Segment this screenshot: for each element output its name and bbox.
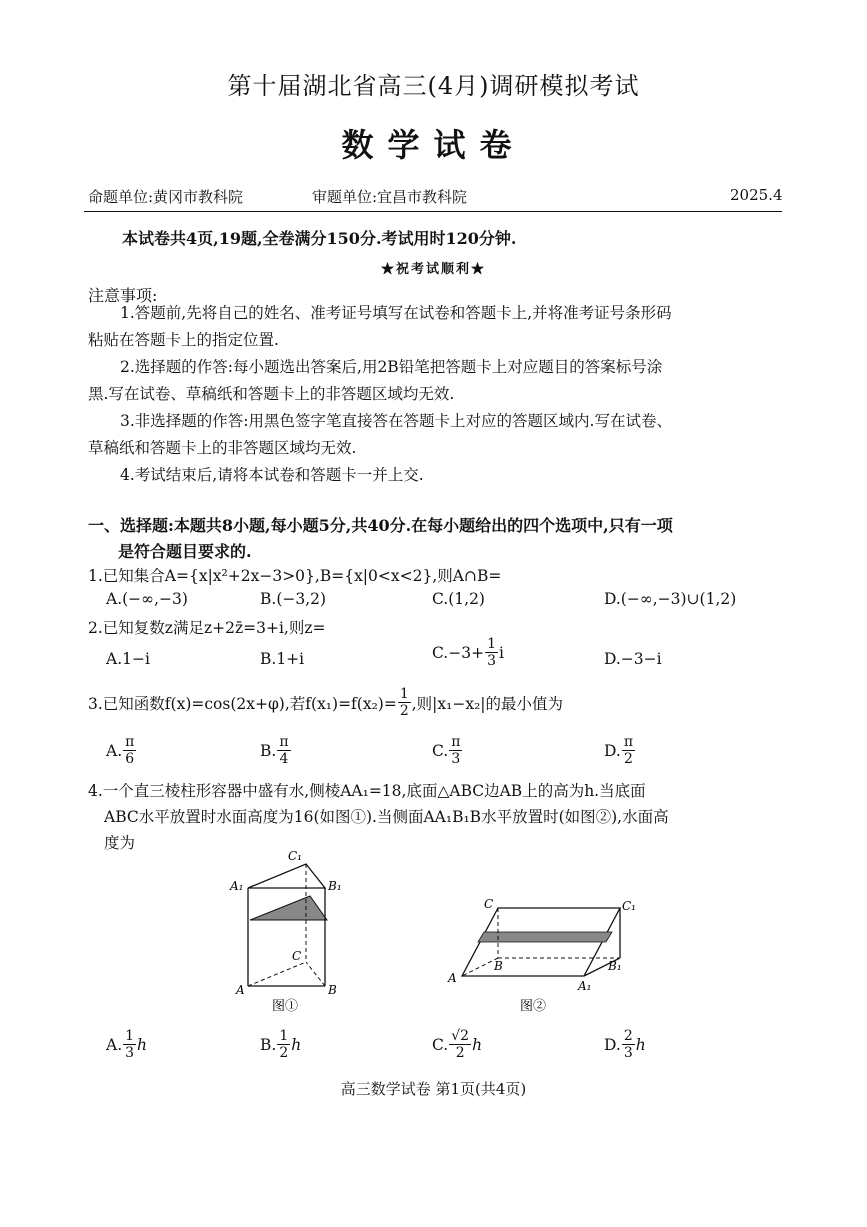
q1-option-b: B.(−3,2) (260, 590, 327, 608)
q1-option-c: C.(1,2) (432, 590, 485, 608)
fig1-label-a: A (236, 983, 245, 997)
q3-c-num: π (451, 734, 461, 750)
q3-d-num: π (623, 734, 634, 750)
q4-line-1: 4.一个直三棱柱形容器中盛有水,侧棱AA₁=18,底面△ABC边AB上的高为h.当底面 (88, 782, 646, 800)
q3-stem-a: 3.已知函数f(x)=cos(2x+φ),若f(x₁)=f(x₂)= (88, 694, 397, 713)
notice-list (88, 300, 782, 489)
section-heading (88, 513, 782, 565)
q4-d-frac (622, 1028, 635, 1061)
fig2-label-b1: B₁ (608, 959, 622, 973)
notice-item-1a: 1.答题前,先将自己的姓名、准考证号填写在试卷和答题卡上,并将准考证号条形码 (120, 304, 672, 322)
notice-item-1b: 粘贴在答题卡上的指定位置. (88, 331, 279, 349)
q4-stem (88, 778, 782, 856)
q3-b-num: π (279, 734, 289, 750)
header-rule (84, 211, 782, 212)
q4-a-frac (123, 1028, 136, 1061)
notice-item-3a: 3.非选择题的作答:用黑色签字笔直接答在答题卡上对应的答题区域内.写在试卷、 (120, 412, 672, 430)
fig1-label-a1: A₁ (230, 879, 244, 893)
fig1-caption: 图① (272, 999, 299, 1014)
fig1-label-b1: B₁ (328, 879, 342, 893)
q4-a-suffix: h (137, 1035, 148, 1054)
q1-option-a: A.(−∞,−3) (106, 590, 188, 608)
q2-option-c (432, 636, 504, 669)
page-footer: 高三数学试卷 第1页(共4页) (340, 1080, 527, 1098)
q3-a-den: 6 (125, 751, 135, 767)
q4-d-label: D. (604, 1035, 621, 1054)
reviewer-unit: 审题单位:宜昌市教科院 (312, 188, 468, 206)
notice-heading: 注意事项: (88, 286, 158, 305)
q4-option-b (260, 1028, 301, 1061)
q3-c-den: 3 (451, 751, 461, 767)
fig2-label-a1: A₁ (578, 979, 592, 993)
notice-item-4: 4.考试结束后,请将本试卷和答题卡一并上交. (120, 466, 424, 484)
q2-option-a: A.1−i (106, 650, 150, 668)
q3-option-a (106, 734, 137, 767)
q4-b-label: B. (260, 1035, 277, 1054)
q3-d-frac (622, 734, 635, 767)
q4-line-2: ABC水平放置时水面高度为16(如图①).当侧面AA₁B₁B水平放置时(如图②),水面高 (104, 808, 669, 826)
q4-d-den: 3 (623, 1045, 633, 1061)
subject-title: 数学试卷 (341, 126, 526, 164)
q3-d-den: 2 (623, 751, 633, 767)
q3-c-frac (449, 734, 462, 767)
q2-option-b: B.1+i (260, 650, 305, 668)
q4-a-label: A. (106, 1035, 123, 1054)
fig2-label-c: C (484, 897, 494, 911)
fig1-label-c: C (292, 949, 302, 963)
notice-item-3b: 草稿纸和答题卡上的非答题区域均无效. (88, 439, 357, 457)
fig1-label-b: B (328, 983, 337, 997)
q3-stem-b: ,则|x₁−x₂|的最小值为 (411, 694, 564, 713)
exam-date: 2025.4 (730, 186, 783, 204)
q3-a-label: A. (106, 741, 123, 760)
q2-c-fraction (485, 636, 498, 669)
exam-title: 第十届湖北省高三(4月)调研模拟考试 (227, 72, 640, 100)
q3-option-c (432, 734, 463, 767)
q2-c-num: 1 (487, 636, 496, 652)
fig2-label-c1: C₁ (622, 899, 636, 913)
setter-unit: 命题单位:黄冈市教科院 (88, 188, 244, 206)
q3-stem (88, 686, 563, 719)
q4-c-frac (449, 1028, 471, 1061)
q3-d-label: D. (604, 741, 621, 760)
q4-c-suffix: h (472, 1035, 483, 1054)
q3-half-den: 2 (399, 703, 409, 719)
q3-half (398, 686, 411, 719)
q2-c-den: 3 (487, 653, 496, 669)
figure-2-prism (444, 892, 644, 1018)
q2-option-d: D.−3−i (604, 650, 662, 668)
q4-d-num: 2 (623, 1028, 633, 1044)
q4-d-suffix: h (635, 1035, 646, 1054)
q3-b-den: 4 (279, 751, 289, 767)
q4-line-3: 度为 (104, 834, 136, 852)
figure-1-prism (228, 844, 348, 1016)
q4-b-den: 2 (279, 1045, 289, 1061)
q4-c-label: C. (432, 1035, 449, 1054)
q2-c-suffix: i (499, 643, 504, 662)
q3-c-label: C. (432, 741, 449, 760)
q3-a-num: π (125, 734, 135, 750)
blessing: ★祝考试顺利★ (380, 262, 486, 277)
q3-b-frac (277, 734, 290, 767)
q4-b-num: 1 (279, 1028, 289, 1044)
q4-c-den: 2 (455, 1045, 465, 1061)
q4-option-c (432, 1028, 482, 1061)
fig2-label-a: A (448, 971, 457, 985)
q4-a-den: 3 (125, 1045, 135, 1061)
q2-stem: 2.已知复数z满足z+2z̄=3+i,则z= (88, 619, 326, 637)
q3-option-b (260, 734, 292, 767)
fig1-label-c1: C₁ (288, 849, 302, 863)
section-line-1: 一、选择题:本题共8小题,每小题5分,共40分.在每小题给出的四个选项中,只有一项 (88, 516, 673, 535)
notice-item-2b: 黑.写在试卷、草稿纸和答题卡上的非答题区域均无效. (88, 385, 455, 403)
q4-b-suffix: h (291, 1035, 302, 1054)
q1-option-d: D.(−∞,−3)∪(1,2) (604, 590, 737, 608)
notice-item-2a: 2.选择题的作答:每小题选出答案后,用2B铅笔把答题卡上对应题目的答案标号涂 (120, 358, 663, 376)
q1-stem: 1.已知集合A={x|x²+2x−3>0},B={x|0<x<2},则A∩B= (88, 567, 502, 585)
exam-intro: 本试卷共4页,19题,全卷满分150分.考试用时120分钟. (122, 229, 517, 248)
q3-b-label: B. (260, 741, 277, 760)
q3-a-frac (123, 734, 136, 767)
q4-b-frac (277, 1028, 290, 1061)
fig2-caption: 图② (520, 999, 547, 1014)
q3-half-num: 1 (399, 686, 409, 702)
q4-option-d (604, 1028, 646, 1061)
section-line-2: 是符合题目要求的. (118, 542, 252, 561)
q3-option-d (604, 734, 636, 767)
q4-c-num: √2 (451, 1028, 470, 1044)
fig2-label-b: B (494, 959, 503, 973)
q4-option-a (106, 1028, 147, 1061)
q4-a-num: 1 (125, 1028, 135, 1044)
q2-c-prefix: C.−3+ (432, 643, 485, 662)
